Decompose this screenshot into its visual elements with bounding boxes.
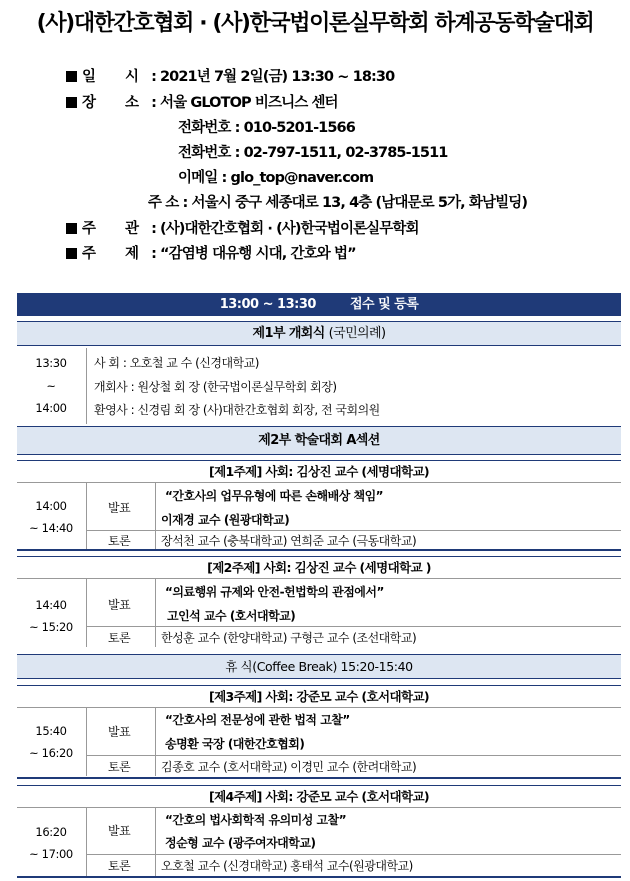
place-value: 서울 GLOTOP 비즈니스 센터 [159,95,338,111]
session2-present-label: 발표 [108,598,131,612]
session2-header: [제2주제] 사회: 김상진 교수 (세명대학교 ) [17,556,621,579]
part1-time-start: 13:30 [35,356,67,370]
session1-time-end: ~ 14:40 [29,521,73,535]
coffee-break: 휴 식(Coffee Break) 15:20-15:40 [17,654,621,679]
address: 주 소 : 서울시 중구 세종대로 13, 4층 (남대문로 5가, 화남빌딩) [148,195,528,211]
square-bullet-icon [66,71,77,82]
part1-time-tilde: ~ [46,379,56,393]
session2-discussants: 한성훈 교수 (한양대학교) 구형근 교수 (조선대학교) [161,631,417,645]
theme-row: 주 제: “감염병 대유행 시대, 간호와 법” [66,243,356,265]
session3-time-start: 15:40 [35,724,67,738]
part1-time-end: 14:00 [35,401,67,415]
session4-present-label: 발표 [108,824,131,838]
session4-time-start: 16:20 [35,825,67,839]
session3-time-end: ~ 16:20 [29,746,73,760]
theme-label: 주 제 [82,246,152,262]
session3-present-title: “간호사의 전문성에 관한 법적 고찰” [165,713,350,727]
place-label: 장 소 [82,95,152,111]
part1-welcome-speech: 환영사 : 신경림 회 장 (사)대한간호협회 회장, 전 국회의원 [94,403,380,417]
date-label: 일 시 [82,69,152,85]
registration-band [17,293,621,316]
date-row: 일 시: 2021년 7월 2일(금) 13:30 ~ 18:30 [66,66,394,88]
session2-time-start: 14:40 [35,598,67,612]
session2-discuss-label: 토론 [108,631,131,645]
square-bullet-icon [66,97,77,108]
session4-discussants: 오호철 교수 (신경대학교) 홍태석 교수(원광대학교) [161,859,413,873]
session1-presenter: 이재경 교수 (원광대학교) [161,513,290,527]
phone2: 전화번호 : 02-797-1511, 02-3785-1511 [178,145,448,161]
session4-presenter: 정순형 교수 (광주여자대학교) [165,836,316,850]
square-bullet-icon [66,223,77,234]
session1-discuss-label: 토론 [108,534,131,548]
session1-header: [제1주제] 사회: 김상진 교수 (세명대학교) [17,460,621,483]
session3-discuss-label: 토론 [108,760,131,774]
session2-time-end: ~ 15:20 [29,620,73,634]
page-title: (사)대한간호협회 · (사)한국법이론실무학회 하계공동학술대회 [36,11,594,36]
part1-title: 제1부 개회식 [252,326,325,341]
session3-header: [제3주제] 사회: 강준모 교수 (호서대학교) [17,685,621,708]
session2-present-title: “의료행위 규제와 안전-헌법학의 관점에서” [165,585,384,599]
session1-present-title: “간호사의 업무유형에 따른 손해배상 책임” [165,489,384,503]
part1-moderator: 사 회 : 오호철 교 수 (신경대학교) [94,356,259,370]
host-row: 주 관: (사)대한간호협회 · (사)한국법이론실무학회 [66,218,419,240]
theme-value: “감염병 대유행 시대, 간호와 법” [159,246,356,262]
date-value: 2021년 7월 2일(금) 13:30 ~ 18:30 [159,69,395,85]
session1-discussants: 장석천 교수 (충북대학교) 연희준 교수 (극동대학교) [161,534,417,548]
session4-header: [제4주제] 사회: 강준모 교수 (호서대학교) [17,785,621,808]
place-row: 장 소: 서울 GLOTOP 비즈니스 센터 [66,92,338,114]
part2-header: 제2부 학술대회 A섹션 [17,426,621,455]
part1-opening-speech: 개회사 : 원상철 회 장 (한국법이론실무학회 회장) [94,380,337,394]
part1-subtitle: (국민의례) [328,326,386,341]
session3-discussants: 김종호 교수 (호서대학교) 이경민 교수 (한려대학교) [161,760,417,774]
session2-presenter: 고인석 교수 (호서대학교) [167,609,296,623]
session1-time-start: 14:00 [35,499,67,513]
email: 이메일 : glo_top@naver.com [178,170,374,186]
session4-discuss-label: 토론 [108,859,131,873]
registration-label: 접수 및 등록 [349,297,419,312]
session1-present-label: 발표 [108,501,131,515]
square-bullet-icon [66,248,77,259]
session3-present-label: 발표 [108,725,131,739]
host-label: 주 관 [82,221,152,237]
session4-present-title: “간호의 법사회학적 유의미성 고찰” [165,813,347,827]
registration-time: 13:00 ~ 13:30 [219,297,316,312]
session4-time-end: ~ 17:00 [29,847,73,861]
host-value: (사)대한간호협회 · (사)한국법이론실무학회 [159,221,419,237]
part1-header [17,321,621,346]
session3-presenter: 송명환 국장 (대한간호협회) [165,737,305,751]
phone1: 전화번호 : 010-5201-1566 [178,120,355,136]
